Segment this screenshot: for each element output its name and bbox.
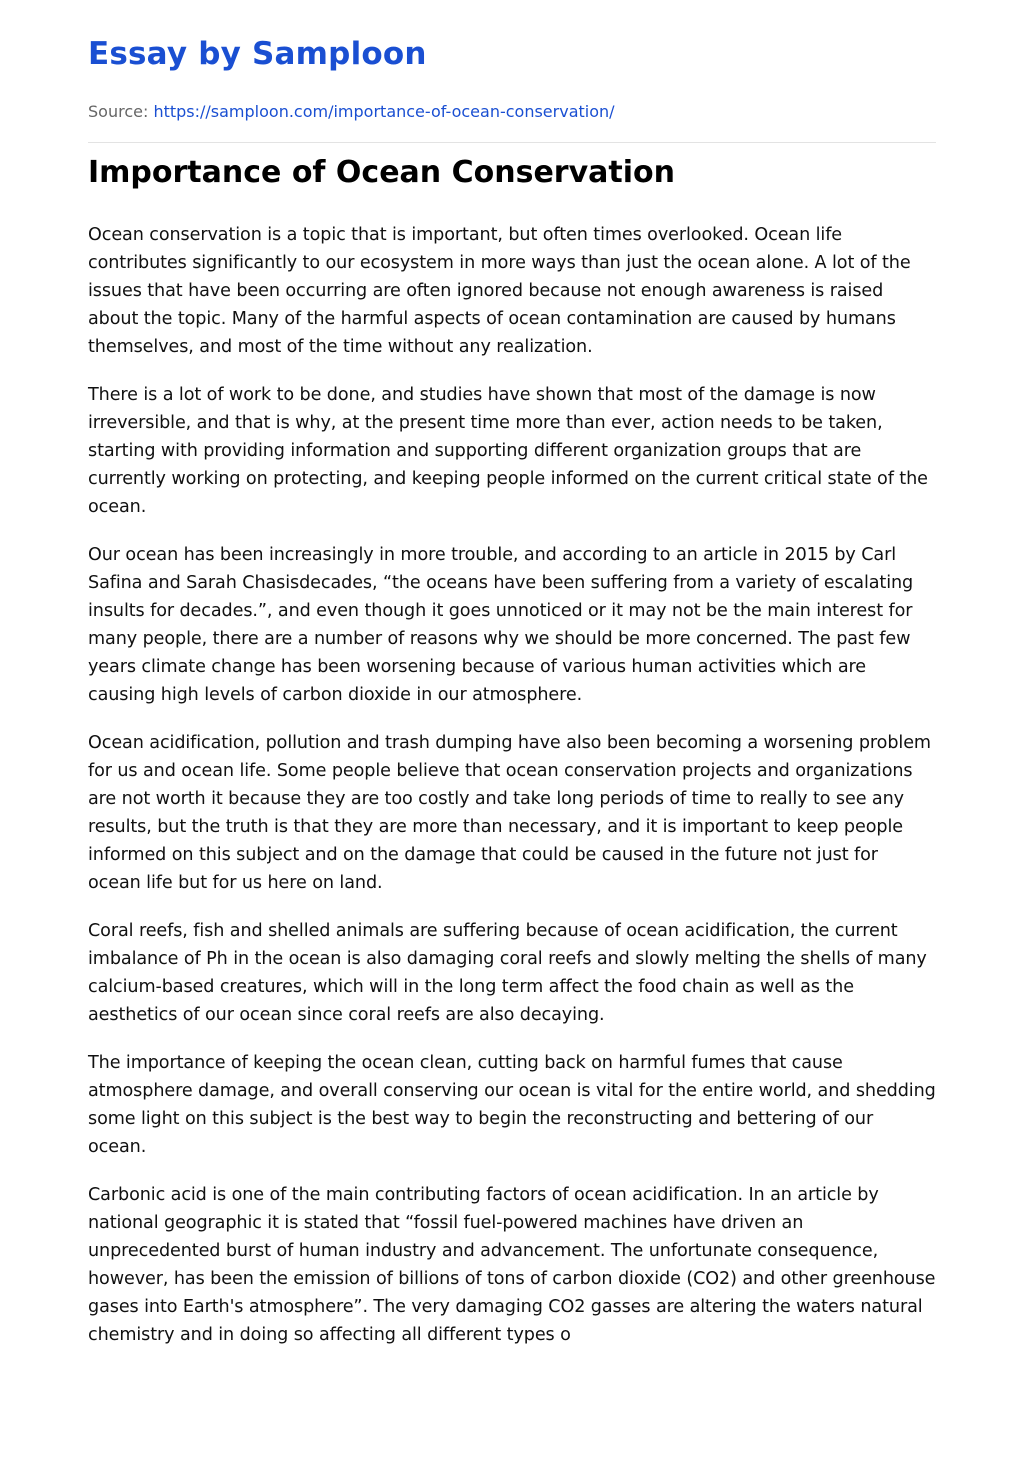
paragraph: Our ocean has been increasingly in more trouble, and according to an article in 2015 by Carl Safina and Sarah Chasisdecades, “the oceans have been suffering from a variety of escalating insults for decades.”, and even though it goes unnoticed or it may not be the main interest for many people, there are a number of reasons why we should be more concerned. The past few years climate change has been worsening because of various human activities which are causing high levels of carbon dioxide in our atmosphere.	[88, 545, 914, 705]
paragraph: Carbonic acid is one of the main contributing factors of ocean acidification. In an article by national geographic it is stated that “fossil fuel-powered machines have driven an unprecedented burst of human industry and advancement. The unfortunate consequence, however, has been the emission of billions of tons of carbon dioxide (CO2) and other greenhouse gases into Earth's atmosphere”. The very damaging CO2 gasses are altering the waters natural chemistry and in doing so affecting all different types o	[88, 1185, 936, 1345]
source-label: Source:	[88, 102, 149, 121]
divider	[88, 142, 936, 143]
article-body	[88, 221, 936, 1369]
paragraph: Ocean acidification, pollution and trash dumping have also been becoming a worsening problem for us and ocean life. Some people believe that ocean conservation projects and organizations are not worth it because they are too costly and take long periods of time to really to see any results, but the truth is that they are more than necessary, and it is important to keep people informed on this subject and on the damage that could be caused in the future not just for ocean life but for us here on land.	[88, 733, 931, 893]
paragraph: Ocean conservation is a topic that is important, but often times overlooked. Ocean life contributes significantly to our ecosystem in more ways than just the ocean alone. A lot of the issues that have been occurring are often ignored because not enough awareness is raised about the topic. Many of the harmful aspects of ocean contamination are caused by humans themselves, and most of the time without any realization.	[88, 225, 911, 357]
paragraph: Coral reefs, fish and shelled animals are suffering because of ocean acidification, the current imbalance of Ph in the ocean is also damaging coral reefs and slowly melting the shells of many calcium-based creatures, which will in the long term affect the food chain as well as the aesthetics of our ocean since coral reefs are also decaying.	[88, 921, 927, 1025]
source-link[interactable]: https://samploon.com/importance-of-ocean-conservation/	[153, 102, 615, 121]
brand-title: Essay by Samploon	[88, 36, 427, 72]
paragraph: There is a lot of work to be done, and studies have shown that most of the damage is now irreversible, and that is why, at the present time more than ever, action needs to be taken, starting with providing information and supporting different organization groups that are currently working on protecting, and keeping people informed on the current critical state of the ocean.	[88, 385, 928, 517]
paragraph: The importance of keeping the ocean clean, cutting back on harmful fumes that cause atmosphere damage, and overall conserving our ocean is vital for the entire world, and shedding some light on this subject is the best way to begin the reconstructing and bettering of our ocean.	[88, 1053, 936, 1157]
source-line	[88, 102, 615, 121]
article-title: Importance of Ocean Conservation	[88, 155, 675, 190]
